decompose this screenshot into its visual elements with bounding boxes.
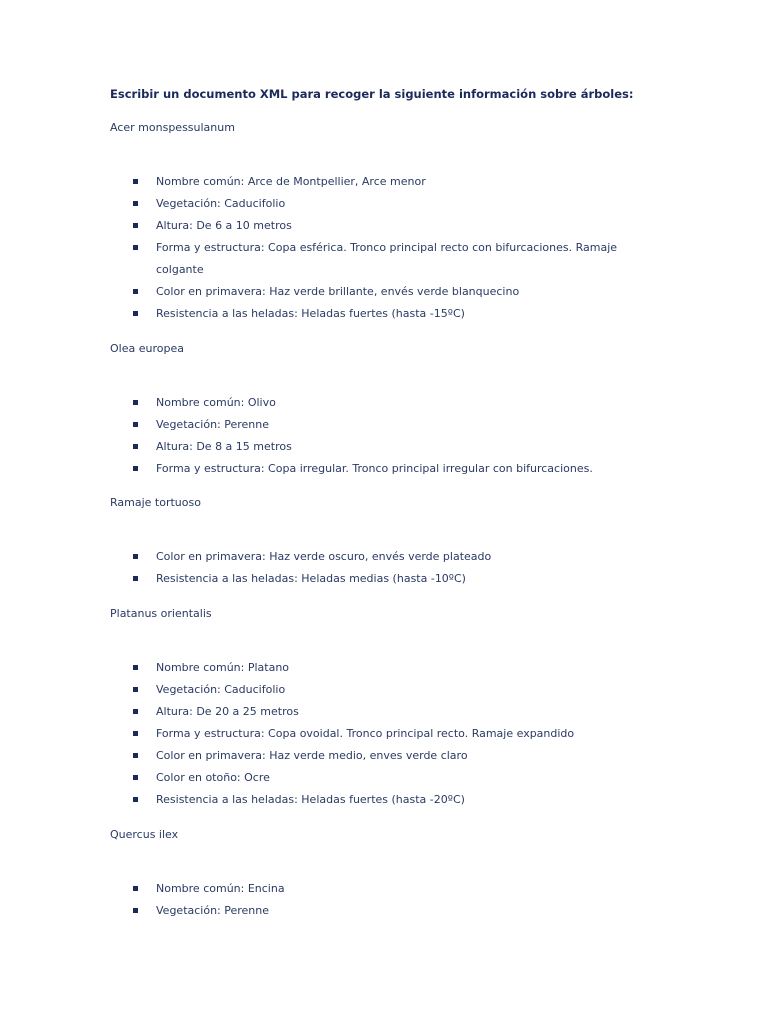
square-bullet-icon [133, 179, 138, 184]
square-bullet-icon [133, 444, 138, 449]
section-heading: Platanus orientalis [110, 607, 212, 620]
square-bullet-icon [133, 709, 138, 714]
item-list [130, 171, 656, 325]
list-item: Color en otoño: Ocre [130, 767, 656, 789]
list-item: Color en primavera: Haz verde medio, enves verde claro [130, 745, 656, 767]
section-heading: Quercus ilex [110, 828, 179, 841]
list-item: Color en primavera: Haz verde brillante, envés verde blanquecino [130, 281, 656, 303]
square-bullet-icon [133, 886, 138, 891]
square-bullet-icon [133, 753, 138, 758]
list-item: Nombre común: Olivo [130, 392, 656, 414]
square-bullet-icon [133, 466, 138, 471]
square-bullet-icon [133, 731, 138, 736]
square-bullet-icon [133, 422, 138, 427]
square-bullet-icon [133, 665, 138, 670]
list-item: Vegetación: Caducifolio [130, 193, 656, 215]
item-list [130, 392, 656, 480]
item-list [130, 878, 656, 922]
section-heading: Ramaje tortuoso [110, 496, 201, 509]
list-item: Color en primavera: Haz verde oscuro, envés verde plateado [130, 546, 656, 568]
square-bullet-icon [133, 289, 138, 294]
section-heading: Olea europea [110, 342, 184, 355]
square-bullet-icon [133, 400, 138, 405]
list-item: Resistencia a las heladas: Heladas fuertes (hasta -20ºC) [130, 789, 656, 811]
list-item: Forma y estructura: Copa esférica. Tronco principal recto con bifurcaciones. Ramaje colgante [130, 237, 656, 281]
section-heading: Acer monspessulanum [110, 121, 235, 134]
list-item: Resistencia a las heladas: Heladas medias (hasta -10ºC) [130, 568, 656, 590]
square-bullet-icon [133, 775, 138, 780]
square-bullet-icon [133, 554, 138, 559]
list-item: Vegetación: Perenne [130, 900, 656, 922]
square-bullet-icon [133, 245, 138, 250]
document-title: Escribir un documento XML para recoger la siguiente información sobre árboles: [110, 87, 634, 101]
list-item: Altura: De 8 a 15 metros [130, 436, 656, 458]
list-item: Resistencia a las heladas: Heladas fuertes (hasta -15ºC) [130, 303, 656, 325]
square-bullet-icon [133, 687, 138, 692]
list-item: Altura: De 20 a 25 metros [130, 701, 656, 723]
list-item: Vegetación: Perenne [130, 414, 656, 436]
list-item: Altura: De 6 a 10 metros [130, 215, 656, 237]
item-list [130, 657, 656, 811]
list-item: Forma y estructura: Copa irregular. Tronco principal irregular con bifurcaciones. [130, 458, 656, 480]
square-bullet-icon [133, 201, 138, 206]
list-item: Nombre común: Encina [130, 878, 656, 900]
list-item: Forma y estructura: Copa ovoidal. Tronco principal recto. Ramaje expandido [130, 723, 656, 745]
square-bullet-icon [133, 797, 138, 802]
list-item: Nombre común: Platano [130, 657, 656, 679]
item-list [130, 546, 656, 590]
square-bullet-icon [133, 311, 138, 316]
square-bullet-icon [133, 223, 138, 228]
square-bullet-icon [133, 576, 138, 581]
list-item: Vegetación: Caducifolio [130, 679, 656, 701]
list-item: Nombre común: Arce de Montpellier, Arce menor [130, 171, 656, 193]
square-bullet-icon [133, 908, 138, 913]
